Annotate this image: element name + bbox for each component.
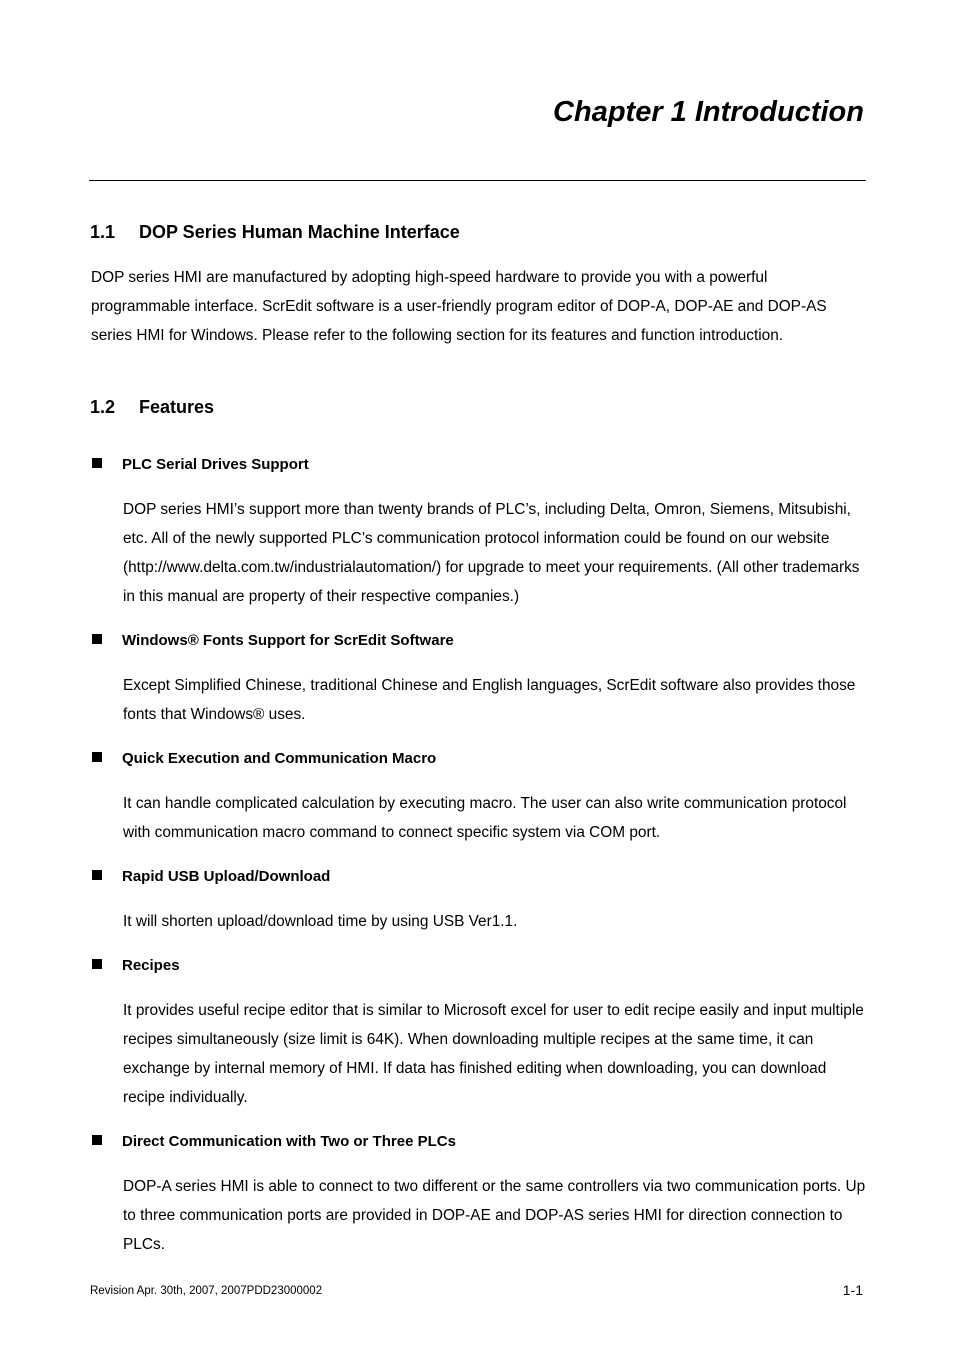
feature-heading-windows-fonts: [92, 632, 454, 649]
section-number: 1.1: [90, 222, 116, 242]
header-rule: [89, 180, 866, 181]
feature-body-usb: It will shorten upload/download time by using USB Ver1.1.: [123, 913, 518, 930]
feature-body-recipes: It provides useful recipe editor that is similar to Microsoft excel for user to edit recipe easily and input multiple recipes simultaneously (size limit is 64K). When downloading multiple recipes at the same time, it can exchange by internal memory of HMI. If data has finished editing when downloading, you can download recipe individually.: [123, 1002, 864, 1106]
intro-paragraph: DOP series HMI are manufactured by adopting high-speed hardware to provide you with a powerful programmable interface. ScrEdit software is a user-friendly program editor of DOP-A, DOP-AE and DOP-AS series HMI for Windows. Please refer to the following section for its features and function introduction.: [91, 269, 827, 344]
feature-body-macro: It can handle complicated calculation by executing macro. The user can also write communication protocol with communication macro command to connect specific system via COM port.: [123, 795, 847, 841]
square-bullet-icon: [92, 752, 102, 762]
feature-heading-plc-serial: [92, 456, 309, 473]
chapter-title: Chapter 1 Introduction: [553, 96, 864, 128]
square-bullet-icon: [92, 1135, 102, 1145]
square-bullet-icon: [92, 870, 102, 880]
section-heading-features: [90, 397, 214, 418]
feature-title: Quick Execution and Communication Macro: [122, 750, 437, 767]
feature-body-direct-comm: DOP-A series HMI is able to connect to two different or the same controllers via two communication ports. Up to three communication ports are provided in DOP-AE and DOP-AS series HMI for direction connection to PLCs.: [123, 1178, 866, 1253]
feature-title: PLC Serial Drives Support: [122, 456, 309, 473]
section-heading-intro: [90, 222, 460, 243]
section-title: Features: [139, 397, 215, 417]
feature-title: Direct Communication with Two or Three PLCs: [122, 1133, 456, 1150]
feature-title: Rapid USB Upload/Download: [122, 868, 331, 885]
feature-body-windows-fonts: Except Simplified Chinese, traditional Chinese and English languages, ScrEdit software also provides those fonts that Windows® uses.: [123, 677, 856, 723]
square-bullet-icon: [92, 959, 102, 969]
feature-title: Recipes: [122, 957, 180, 974]
square-bullet-icon: [92, 458, 102, 468]
square-bullet-icon: [92, 634, 102, 644]
feature-heading-recipes: [92, 957, 180, 974]
footer-revision: Revision Apr. 30th, 2007, 2007PDD23000002: [90, 1285, 323, 1297]
feature-title: Windows® Fonts Support for ScrEdit Software: [122, 632, 454, 649]
footer-page-number: 1-1: [842, 1282, 863, 1298]
section-number: 1.2: [90, 397, 116, 417]
feature-heading-direct-comm: [92, 1133, 456, 1150]
feature-heading-macro: [92, 750, 436, 767]
section-title: DOP Series Human Machine Interface: [139, 222, 460, 242]
feature-body-plc-serial: DOP series HMI’s support more than twenty brands of PLC’s, including Delta, Omron, Siemens, Mitsubishi, etc. All of the newly supported PLC’s communication protocol information could be found on our website (http://www.delta.com.tw/industrialautomation/) for upgrade to meet your requirements. (All other trademarks in this manual are property of their respective companies.): [123, 501, 860, 605]
feature-heading-usb: [92, 868, 330, 885]
